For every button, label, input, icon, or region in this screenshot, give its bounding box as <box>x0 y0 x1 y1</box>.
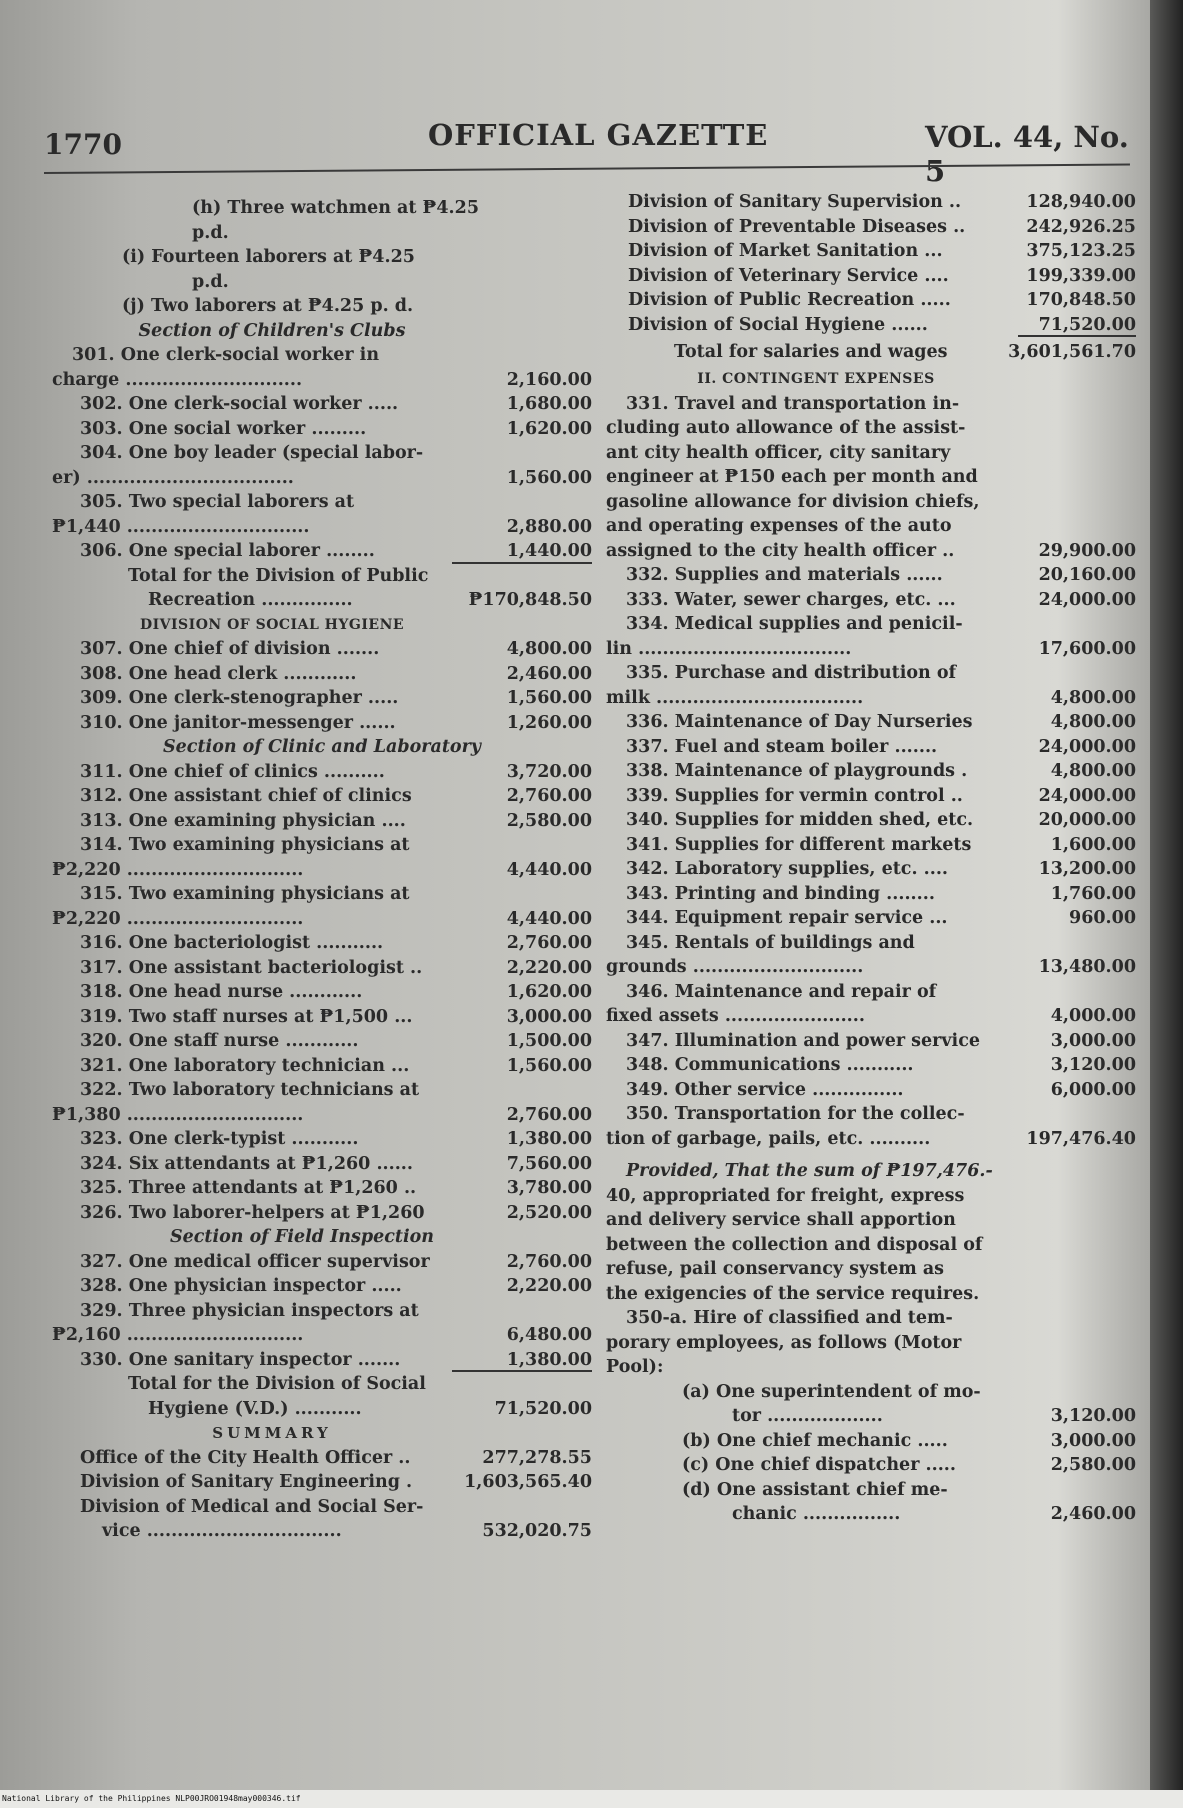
list-item: 310. One janitor-messenger ...... 1,260.00 <box>80 712 592 733</box>
list-item: 312. One assistant chief of clinics 2,760.00 <box>80 786 592 806</box>
list-item: (a) One superintendent of mo- <box>682 1381 981 1402</box>
left-column <box>52 196 592 1544</box>
list-item: 318. One head nurse ............ 1,620.00 <box>80 982 592 1002</box>
list-item: 350. Transportation for the collec- <box>626 1104 965 1124</box>
list-item: 315. Two examining physicians at <box>80 884 410 904</box>
summary-item: Division of Public Recreation ..... 170,848.50 <box>628 290 1136 310</box>
summary-item: Division of Medical and Social Ser- <box>80 1496 424 1517</box>
text-line: cluding auto allowance of the assist- <box>606 418 966 438</box>
list-item: 324. Six attendants at ₱1,260 ...... 7,560.00 <box>80 1153 592 1174</box>
list-item: 349. Other service ............... 6,000.00 <box>626 1079 1136 1100</box>
text-line: (h) Three watchmen at ₱4.25 <box>192 198 479 218</box>
text-line: between the collection and disposal of <box>606 1234 983 1255</box>
text-line: engineer at ₱150 each per month and <box>606 467 978 487</box>
list-item: 340. Supplies for midden shed, etc. 20,000.00 <box>626 810 1136 830</box>
scan-footer: National Library of the Philippines NLP00JRO01948may000346.tif <box>0 1790 1183 1808</box>
list-item: 348. Communications ........... 3,120.00 <box>626 1055 1136 1075</box>
list-item: ₱2,160 ............................. 6,480.00 <box>52 1325 592 1345</box>
list-item: 303. One social worker ......... 1,620.00 <box>80 418 592 439</box>
list-item: 330. One sanitary inspector ....... 1,380.00 <box>52 1348 592 1373</box>
list-item: (c) One chief dispatcher ..... 2,580.00 <box>682 1455 1136 1475</box>
list-item: 302. One clerk-social worker ..... 1,680.00 <box>80 394 592 414</box>
volume-label: VOL. 44, No. 5 <box>925 120 1129 188</box>
list-item: 345. Rentals of buildings and <box>626 932 915 953</box>
list-item: assigned to the city health officer .. 29,900.00 <box>606 540 1136 561</box>
list-item: 319. Two staff nurses at ₱1,500 ... 3,000.00 <box>80 1006 592 1027</box>
text-line: 331. Travel and transportation in- <box>626 393 960 414</box>
summary-item: vice ................................ 532,020.75 <box>102 1521 592 1541</box>
list-item: 304. One boy leader (special labor- <box>80 443 424 463</box>
list-item: 306. One special laborer ........ 1,440.00 <box>52 539 592 564</box>
list-item: (d) One assistant chief me- <box>682 1479 948 1500</box>
list-item: 334. Medical supplies and penicil- <box>626 614 963 634</box>
list-item: ₱2,220 ............................. 4,440.00 <box>52 908 592 929</box>
text-line: porary employees, as follows (Motor <box>606 1332 962 1353</box>
text-line: refuse, pail conservancy system as <box>606 1259 945 1279</box>
section-heading: II. CONTINGENT EXPENSES <box>697 371 935 387</box>
list-item: 344. Equipment repair service ... 960.00 <box>626 908 1136 928</box>
list-item: er) .................................. 1,560.00 <box>52 467 592 488</box>
list-item: 325. Three attendants at ₱1,260 .. 3,780.00 <box>80 1178 592 1198</box>
list-item: 346. Maintenance and repair of <box>626 981 937 1002</box>
list-item: 326. Two laborer-helpers at ₱1,260 2,520.00 <box>80 1202 592 1223</box>
list-item: grounds ............................ 13,480.00 <box>606 957 1136 977</box>
list-item: 343. Printing and binding ........ 1,760.00 <box>626 883 1136 904</box>
list-item: 336. Maintenance of Day Nurseries 4,800.00 <box>626 712 1136 732</box>
list-item: 309. One clerk-stenographer ..... 1,560.00 <box>80 688 592 708</box>
list-item: 322. Two laboratory technicians at <box>80 1080 420 1100</box>
list-item: fixed assets ....................... 4,000.00 <box>606 1006 1136 1026</box>
list-item: 305. Two special laborers at <box>80 492 355 512</box>
summary-item: Division of Social Hygiene ...... 71,520.00 <box>606 313 1136 338</box>
list-item: 311. One chief of clinics .......... 3,720.00 <box>80 761 592 782</box>
summary-item: Division of Sanitary Engineering . 1,603,565.40 <box>80 1472 592 1492</box>
list-item: 321. One laboratory technician ... 1,560.00 <box>80 1055 592 1076</box>
list-item: 323. One clerk-typist ........... 1,380.00 <box>80 1129 592 1149</box>
summary-heading: SUMMARY <box>212 1424 332 1442</box>
list-item: ₱1,440 .............................. 2,880.00 <box>52 516 592 537</box>
page-title: OFFICIAL GAZETTE <box>428 118 769 152</box>
list-item: 347. Illumination and power service 3,000.00 <box>626 1030 1136 1051</box>
text-line: (j) Two laborers at ₱4.25 p. d. <box>122 296 414 316</box>
total-line: Total for salaries and wages 3,601,561.70 <box>674 342 1136 362</box>
list-item: 337. Fuel and steam boiler ....... 24,000.00 <box>626 736 1136 757</box>
text-line: ant city health officer, city sanitary <box>606 442 951 463</box>
list-item: 339. Supplies for vermin control .. 24,000.00 <box>626 785 1136 806</box>
list-item: 314. Two examining physicians at <box>80 835 410 855</box>
list-item: 341. Supplies for different markets 1,600.00 <box>626 834 1136 855</box>
total-line: Total for the Division of Social <box>128 1374 426 1394</box>
division-heading: DIVISION OF SOCIAL HYGIENE <box>139 616 405 633</box>
list-item: ₱2,220 ............................. 4,440.00 <box>52 859 592 880</box>
right-column <box>606 190 1136 1527</box>
list-item: 316. One bacteriologist ........... 2,760.00 <box>80 933 592 953</box>
list-item: 313. One examining physician .... 2,580.00 <box>80 810 592 831</box>
text-line: (i) Fourteen laborers at ₱4.25 <box>122 247 415 267</box>
list-item: chanic ................ 2,460.00 <box>732 1504 1136 1524</box>
list-item: 329. Three physician inspectors at <box>80 1300 419 1321</box>
total-line: Recreation ............... ₱170,848.50 <box>148 590 592 610</box>
list-item: tion of garbage, pails, etc. .......... 197,476.40 <box>606 1128 1136 1149</box>
text-line: p.d. <box>192 222 229 243</box>
text-line: Provided, That the sum of ₱197,476.- <box>626 1161 993 1181</box>
summary-item: Division of Veterinary Service .... 199,339.00 <box>628 265 1136 286</box>
text-line: and operating expenses of the auto <box>606 516 952 536</box>
text-line: 350-a. Hire of classified and tem- <box>626 1308 953 1328</box>
summary-item: Division of Preventable Diseases .. 242,926.25 <box>628 216 1136 237</box>
section-heading: Section of Clinic and Laboratory <box>163 737 481 757</box>
total-line: Total for the Division of Public <box>128 565 429 586</box>
section-heading: Section of Children's Clubs <box>138 320 406 341</box>
text-line: 40, appropriated for freight, express <box>606 1185 965 1206</box>
page-number: 1770 <box>44 128 122 161</box>
scan-edge-shadow <box>1150 0 1183 1808</box>
list-item: 308. One head clerk ............ 2,460.00 <box>80 663 592 684</box>
list-item: 335. Purchase and distribution of <box>626 663 957 683</box>
text-line: gasoline allowance for division chiefs, <box>606 491 980 512</box>
list-item: charge ............................. 2,160.00 <box>52 369 592 390</box>
list-item: (b) One chief mechanic ..... 3,000.00 <box>682 1430 1136 1451</box>
list-item: 320. One staff nurse ............ 1,500.00 <box>80 1031 592 1051</box>
summary-item: Division of Market Sanitation ... 375,123.25 <box>628 241 1136 261</box>
summary-item: Office of the City Health Officer .. 277,278.55 <box>80 1447 592 1468</box>
list-item: 342. Laboratory supplies, etc. .... 13,200.00 <box>626 859 1136 879</box>
text-line: Pool): <box>606 1357 664 1377</box>
list-item: 332. Supplies and materials ...... 20,160.00 <box>626 565 1136 585</box>
list-item: lin ................................... 17,600.00 <box>606 638 1136 659</box>
text-line: and delivery service shall apportion <box>606 1210 956 1230</box>
list-item: 328. One physician inspector ..... 2,220.00 <box>80 1276 592 1296</box>
total-line: Hygiene (V.D.) ........... 71,520.00 <box>148 1398 592 1419</box>
list-item: 317. One assistant bacteriologist .. 2,220.00 <box>80 957 592 978</box>
list-item: ₱1,380 ............................. 2,760.00 <box>52 1104 592 1125</box>
list-item: milk .................................. 4,800.00 <box>606 687 1136 708</box>
list-item: 307. One chief of division ....... 4,800.00 <box>80 639 592 659</box>
text-line: the exigencies of the service requires. <box>606 1283 980 1304</box>
list-item: 327. One medical officer supervisor 2,760.00 <box>80 1251 592 1272</box>
summary-item: Division of Sanitary Supervision .. 128,940.00 <box>628 192 1136 212</box>
list-item: 301. One clerk-social worker in <box>72 345 380 365</box>
list-item: tor ................... 3,120.00 <box>732 1406 1136 1426</box>
list-item: 338. Maintenance of playgrounds . 4,800.00 <box>626 761 1136 781</box>
text-line: p.d. <box>192 271 229 292</box>
list-item: 333. Water, sewer charges, etc. ... 24,000.00 <box>626 589 1136 610</box>
section-heading: Section of Field Inspection <box>169 1227 435 1247</box>
